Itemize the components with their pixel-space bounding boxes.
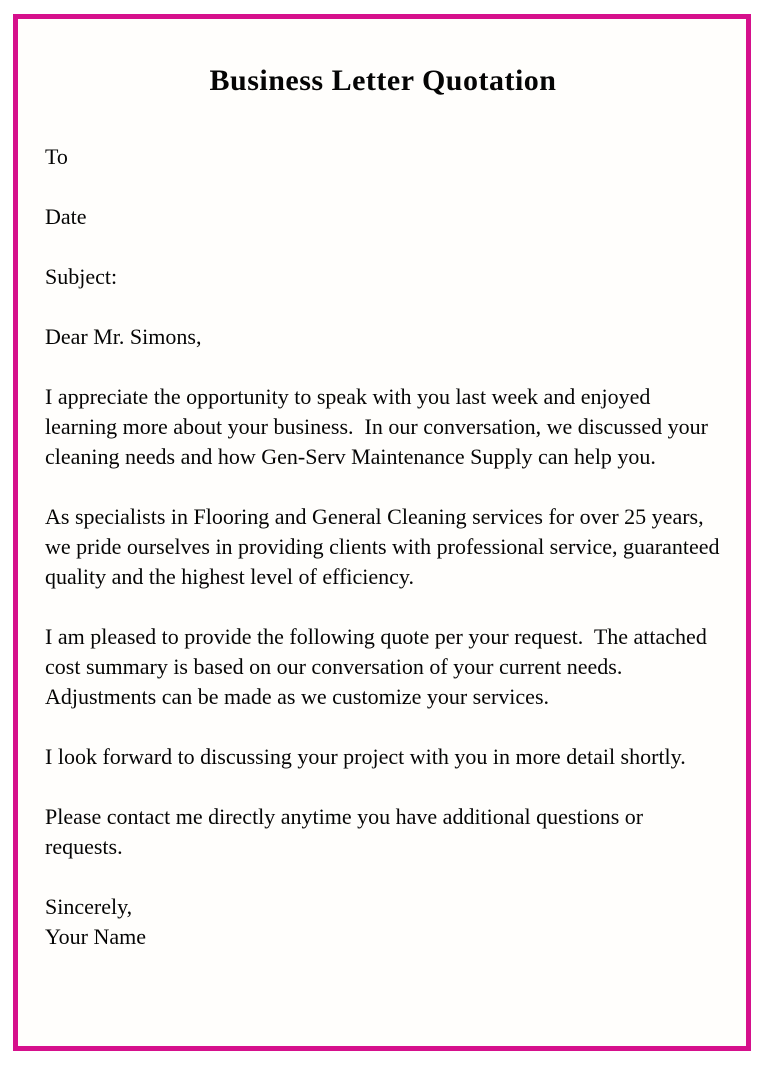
paragraph-quote-offer: I am pleased to provide the following quote per your request. The attached cost summary is based on our conversation of your current needs. Adjustments can be made as we customize your services. [45,624,713,709]
field-date: Date [45,204,87,229]
paragraph-contact: Please contact me directly anytime you have additional questions or requests. [45,804,649,859]
signature-name: Your Name [45,924,147,949]
field-subject: Subject: [45,264,118,289]
paragraph-follow-up: I look forward to discussing your project with you in more detail shortly. [45,744,686,769]
field-to: To [45,144,68,169]
letter-page [13,14,751,1051]
paragraph-introduction: I appreciate the opportunity to speak with you last week and enjoyed learning more about your business. In our conversation, we discussed your cleaning needs and how Gen-Serv Maintenance Supply can help you. [45,384,714,469]
salutation: Dear Mr. Simons, [45,324,202,349]
paragraph-credentials: As specialists in Flooring and General Cleaning services for over 25 years, we pride ourselves in providing clients with professional service, guaranteed quality and the highest level of efficiency. [45,504,725,589]
letter-title: Business Letter Quotation [209,64,557,97]
closing: Sincerely, [45,894,133,919]
